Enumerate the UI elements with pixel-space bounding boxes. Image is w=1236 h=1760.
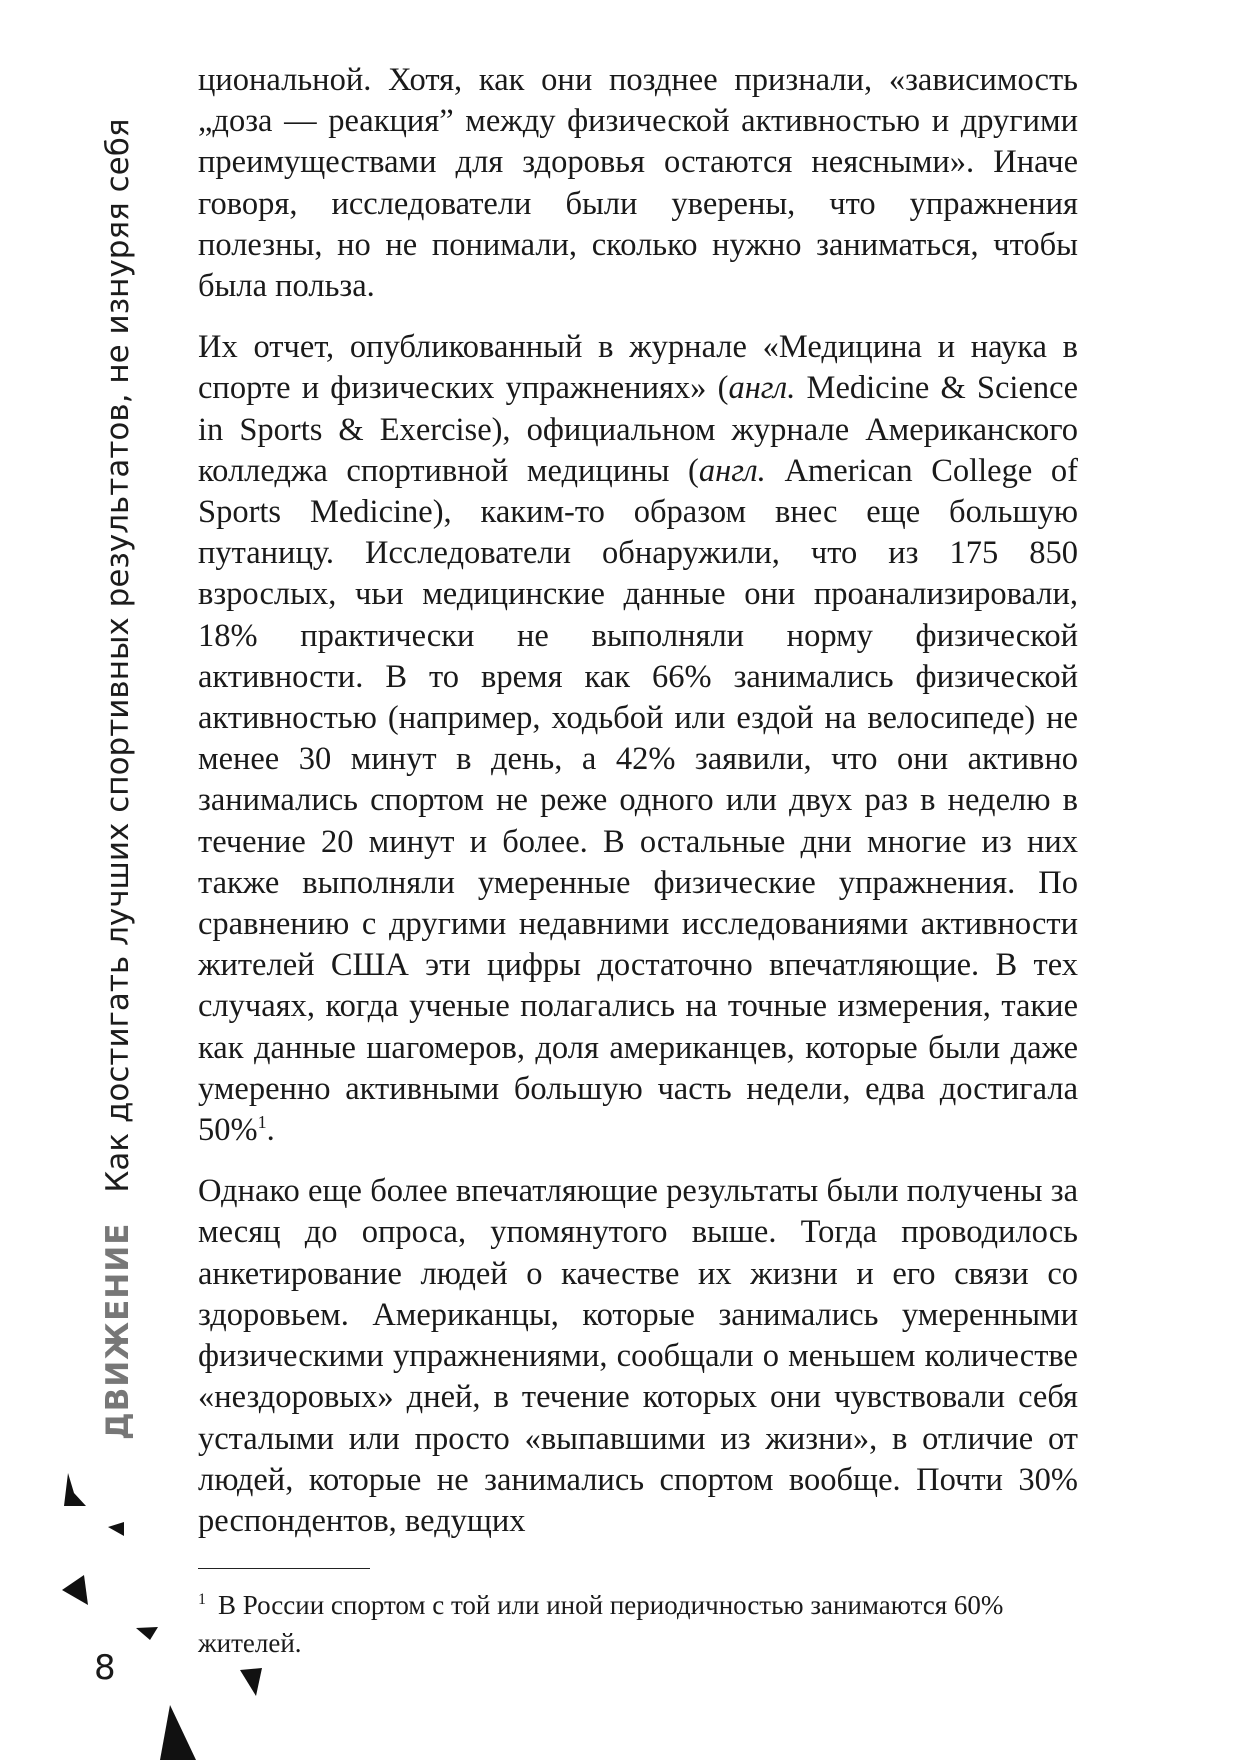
paragraph-2-part4: . — [266, 1112, 275, 1149]
abbreviation-english-1: англ. — [728, 370, 796, 407]
footnote-marker: 1 — [198, 1591, 206, 1608]
page-number: 8 — [94, 1648, 116, 1688]
running-head — [92, 118, 144, 1440]
triangle-decoration-3 — [62, 1575, 88, 1605]
paragraph-2-part2: Medicine & Science in Sports & Exercise), официальном журнале Американского колледжа спортивной медицины ( — [198, 370, 1078, 489]
paragraph-2-part3: American College of Sports Medicine), каким-то образом внес еще большую путаницу. Исследователи обнаружили, что из 175 850 взрослых, чьи медицинские данные они проанализировали, 18% практически не выполняли норму физической активности. В то время как 66% занимались физической активностью (например, ходьбой или ездой на велосипеде) не менее 30 минут в день, а 42% заявили, что они активно занимались спортом не реже одного или двух раз в неделю в течение 20 минут и более. В остальные дни многие из них также выполняли умеренные физические упражнения. По сравнению с другими недавними исследованиями активности жителей США эти цифры достаточно впечатляющие. В тех случаях, когда ученые полагались на точные измерения, такие как данные шагомеров, доля американцев, которые были даже умеренно активными большую часть недели, едва достигала 50% — [198, 452, 1078, 1149]
footnote — [198, 1586, 1078, 1662]
footnote-text: В России спортом с той или иной периодичностью занимаются 60% жителей. — [198, 1590, 1004, 1658]
abbreviation-english-2: англ. — [698, 452, 766, 489]
footnote-divider — [198, 1568, 370, 1569]
body-text — [198, 60, 1078, 1542]
paragraph-2 — [198, 327, 1078, 1151]
paragraph-2-part1: Их отчет, опубликованный в журнале «Медицина и наука в спорте и физических упражнениях» ( — [198, 329, 1078, 407]
running-head-section: ДВИЖЕНИЕ — [100, 1222, 136, 1440]
triangle-decoration-4 — [136, 1627, 158, 1640]
triangle-decoration-1 — [64, 1473, 86, 1506]
footnote-reference[interactable]: 1 — [257, 1112, 267, 1133]
triangle-decoration-6 — [160, 1705, 196, 1760]
triangle-decoration-5 — [240, 1668, 262, 1696]
paragraph-3: Однако еще более впечатляющие результаты были получены за месяц до опроса, упомянутого выше. Тогда проводилось анкетирование людей о качестве их жизни и его связи со здоровьем. Американцы, которые занимались умеренными физическими упражнениями, сообщали о меньшем количестве «нездоровых» дней, в течение которых они чувствовали себя усталыми или просто «выпавшими из жизни», в отличие от людей, которые не занимались спортом вообще. Почти 30% респондентов, ведущих — [198, 1173, 1078, 1539]
paragraph-1: циональной. Хотя, как они позднее признали, «зависимость „доза — реакция” между физической активностью и другими преимуществами для здоровья остаются неясными». Иначе говоря, исследователи были уверены, что упражнения полезны, но не понимали, сколько нужно заниматься, чтобы была польза. — [198, 62, 1078, 305]
triangle-decoration-2 — [108, 1522, 124, 1536]
running-head-title: Как достигать лучших спортивных результатов, не изнуряя себя — [100, 118, 136, 1193]
